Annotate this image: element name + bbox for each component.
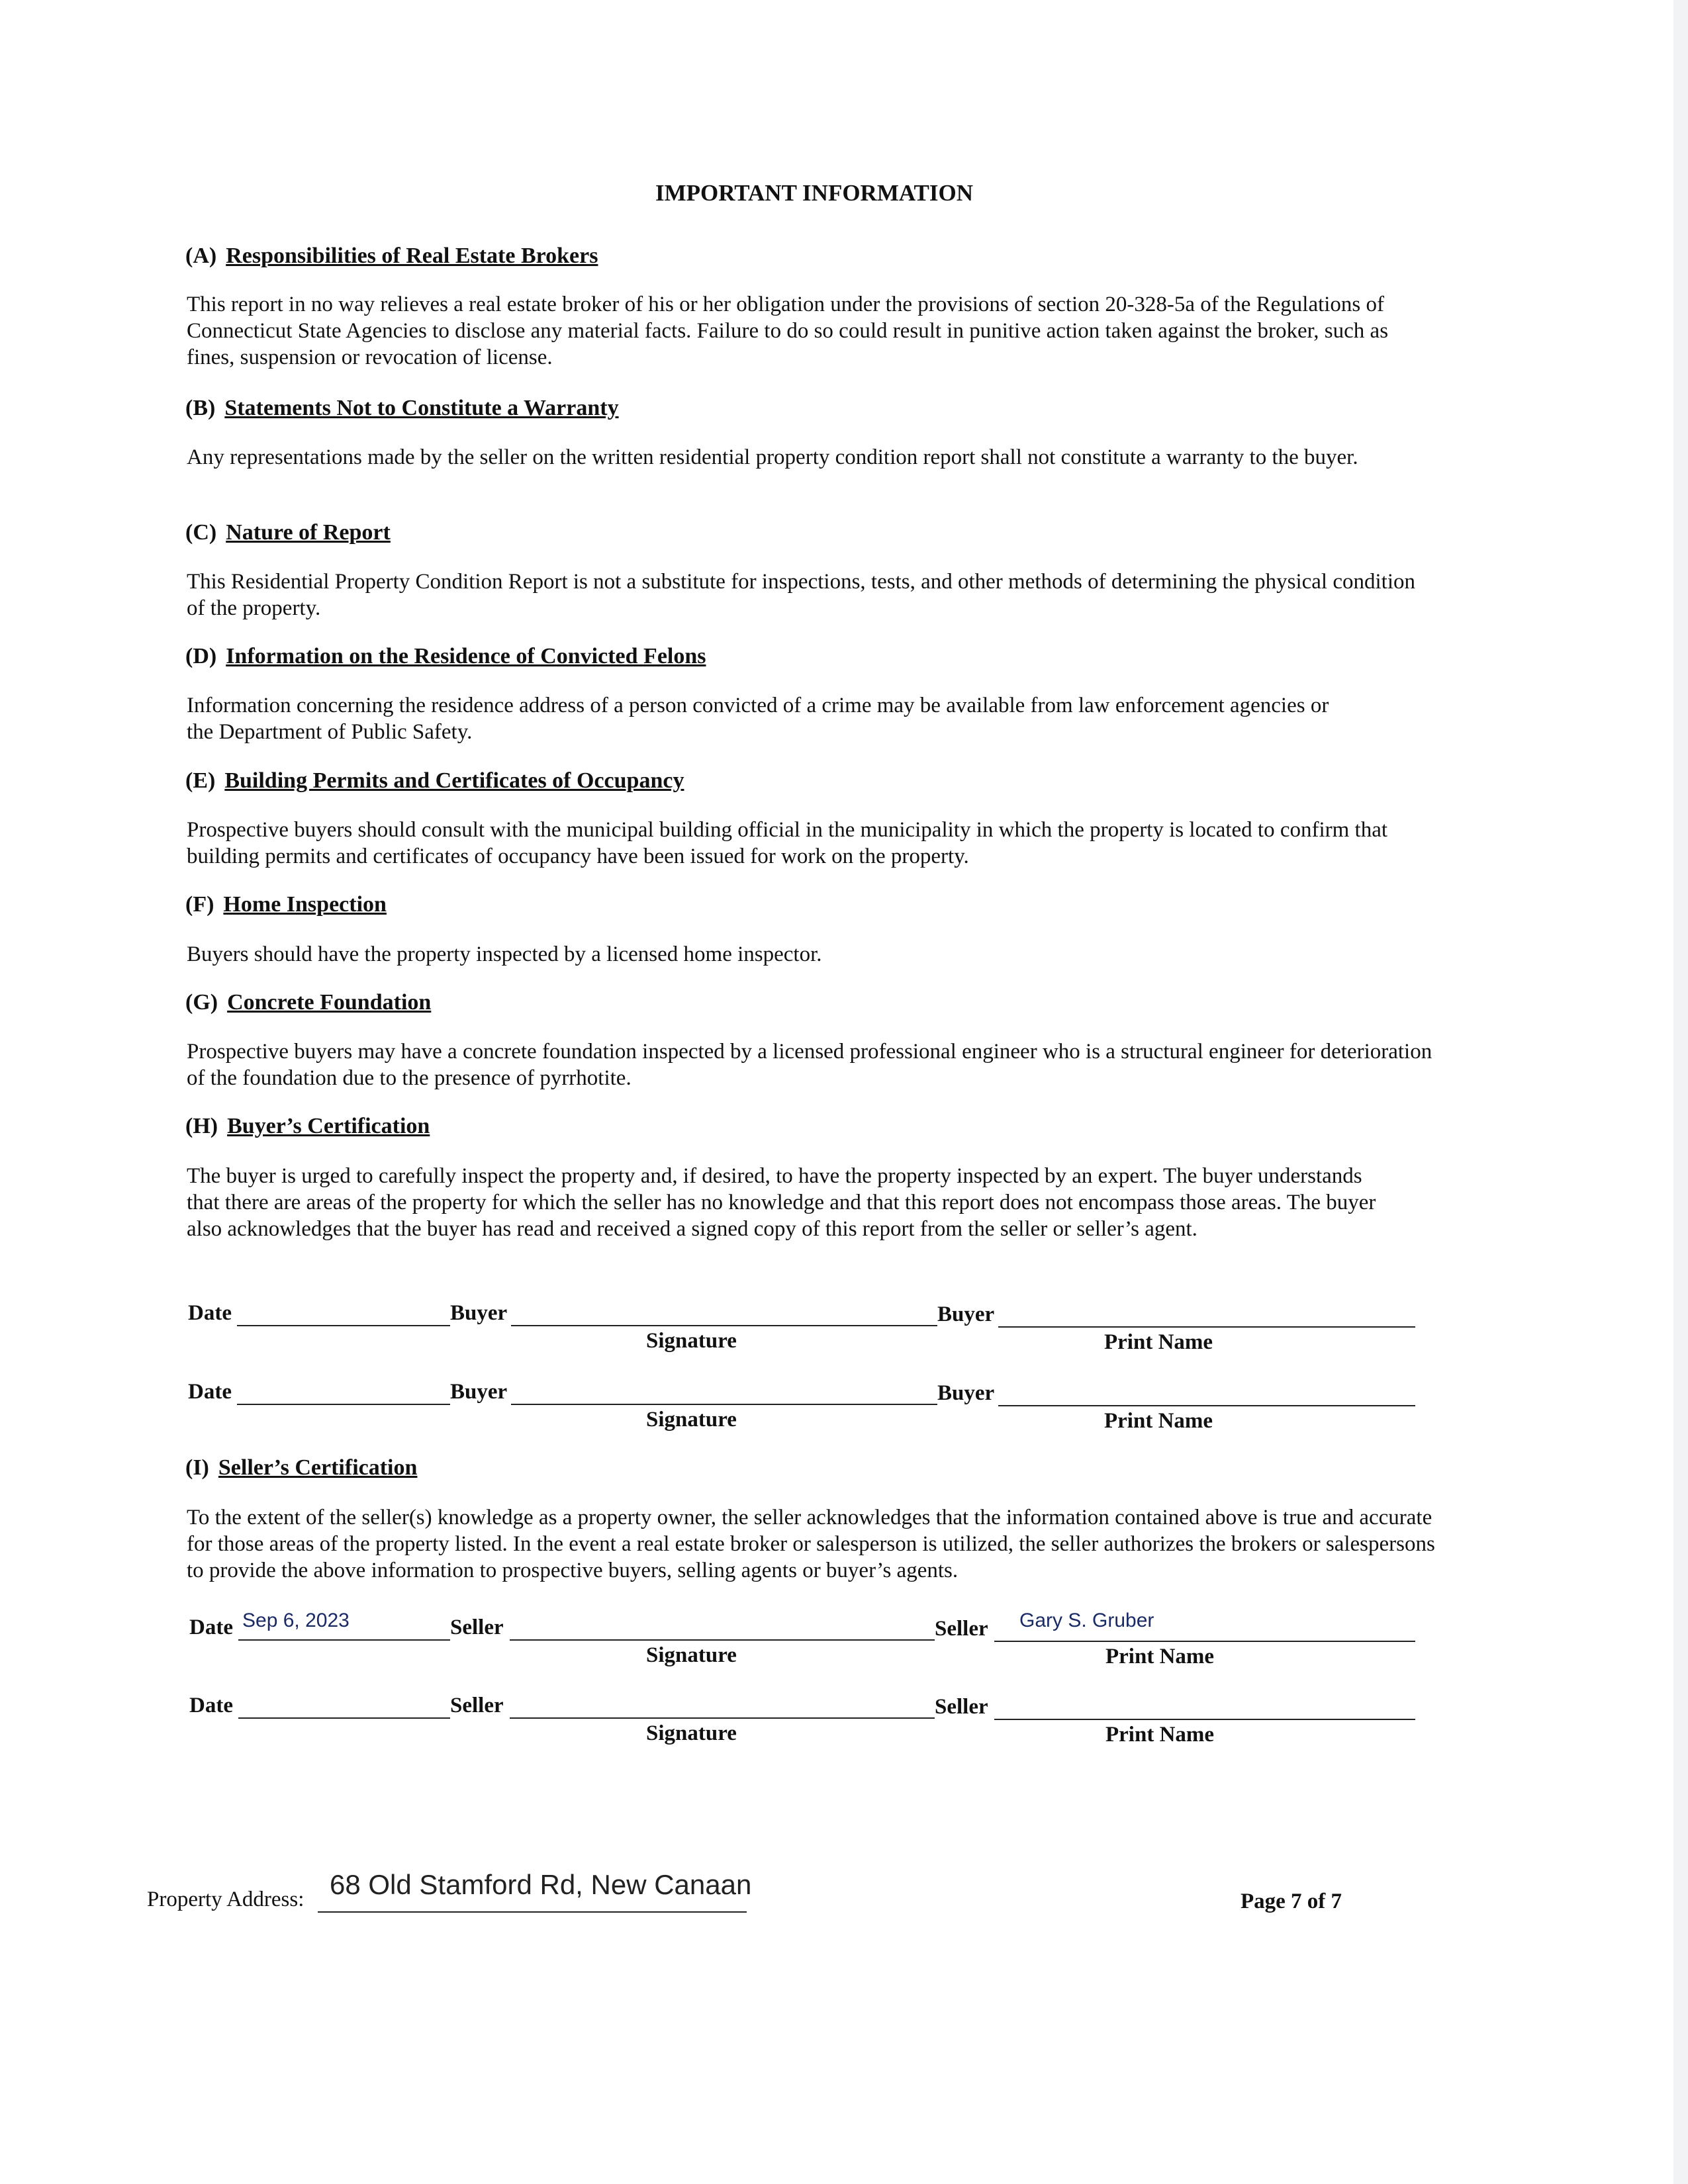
section-name: Seller’s Certification	[218, 1455, 418, 1480]
buyer-label: Buyer	[450, 1380, 508, 1404]
section-a-heading	[185, 244, 598, 269]
section-name: Home Inspection	[223, 892, 387, 917]
page-number: Page 7 of 7	[1241, 1889, 1342, 1913]
section-name: Information on the Residence of Convicted Felons	[226, 644, 706, 668]
seller-2-signature-field[interactable]	[510, 1717, 935, 1719]
seller-label: Seller	[450, 1694, 504, 1717]
section-letter: (F)	[185, 892, 214, 917]
print-name-caption: Print Name	[1105, 1723, 1215, 1747]
section-g-heading	[185, 990, 431, 1015]
section-a-text: This report in no way relieves a real estate broker of his or her obligation under the provisions of section 20-328-5a of the Regulations of Connecticut State Agencies to disclose any material facts. Failure to do so could result in punitive action taken against the broker, such as fines, suspension or revocation of license.	[187, 293, 1389, 369]
page-title: IMPORTANT INFORMATION	[655, 180, 974, 206]
buyer-label: Buyer	[937, 1381, 995, 1405]
seller-label: Seller	[935, 1617, 988, 1641]
section-letter: (C)	[185, 520, 217, 545]
buyer-1-date-field[interactable]	[237, 1325, 450, 1326]
signature-caption: Signature	[646, 1329, 737, 1353]
property-address-label: Property Address:	[147, 1888, 305, 1911]
section-d-text: Information concerning the residence address of a person convicted of a crime may be available from law enforcement agencies or the Department of Public Safety.	[187, 694, 1329, 744]
print-name-caption: Print Name	[1104, 1409, 1213, 1433]
seller-label: Seller	[450, 1615, 504, 1639]
section-name: Statements Not to Constitute a Warranty	[224, 396, 619, 420]
section-g-text: Prospective buyers may have a concrete foundation inspected by a licensed professional engineer who is a structural engineer for deterioration of the foundation due to the presence of pyrrhotite.	[187, 1040, 1432, 1090]
section-c-text: This Residential Property Condition Report is not a substitute for inspections, tests, and other methods of determining the physical condition of the property.	[187, 570, 1415, 620]
print-name-caption: Print Name	[1105, 1645, 1215, 1668]
section-f-heading	[185, 892, 387, 917]
buyer-label: Buyer	[937, 1302, 995, 1326]
buyer-label: Buyer	[450, 1301, 508, 1325]
section-name: Nature of Report	[226, 520, 391, 545]
section-e-text: Prospective buyers should consult with the municipal building official in the municipality in which the property is located to confirm that building permits and certificates of occupancy have been issued for work on the property.	[187, 818, 1388, 868]
section-letter: (I)	[185, 1455, 209, 1480]
section-f-text: Buyers should have the property inspected by a licensed home inspector.	[187, 942, 822, 966]
scan-edge	[1673, 0, 1688, 2184]
print-name-caption: Print Name	[1104, 1330, 1213, 1354]
date-label: Date	[189, 1615, 233, 1639]
section-i-text: To the extent of the seller(s) knowledge as a property owner, the seller acknowledges that the information contained above is true and accurate for those areas of the property listed. In the event a real estate broker or salesperson is utilized, the seller authorizes the brokers or salespersons to provide the above information to prospective buyers, selling agents or buyer’s agents.	[187, 1506, 1435, 1582]
seller-2-print-name-field[interactable]	[994, 1719, 1415, 1720]
seller-label: Seller	[935, 1695, 988, 1719]
property-address-field[interactable]	[318, 1911, 747, 1913]
section-name: Responsibilities of Real Estate Brokers	[226, 244, 598, 268]
seller-date-value: Sep 6, 2023	[242, 1610, 350, 1631]
date-label: Date	[189, 1694, 233, 1717]
seller-2-date-field[interactable]	[238, 1717, 450, 1719]
seller-1-signature-field[interactable]	[510, 1639, 935, 1641]
signature-caption: Signature	[646, 1643, 737, 1667]
buyer-1-signature-field[interactable]	[511, 1325, 937, 1326]
section-d-heading	[185, 644, 706, 669]
section-letter: (D)	[185, 644, 217, 668]
date-label: Date	[188, 1380, 232, 1404]
signature-caption: Signature	[646, 1408, 737, 1432]
section-letter: (E)	[185, 768, 216, 793]
section-b-heading	[185, 396, 619, 421]
section-e-heading	[185, 768, 684, 794]
seller-print-name-value: Gary S. Gruber	[1019, 1610, 1154, 1631]
seller-1-date-field[interactable]	[238, 1639, 450, 1641]
section-name: Concrete Foundation	[227, 990, 432, 1015]
section-i-heading	[185, 1455, 417, 1480]
seller-1-print-name-field[interactable]	[994, 1641, 1415, 1642]
section-c-heading	[185, 520, 391, 545]
section-letter: (G)	[185, 990, 218, 1015]
section-name: Buyer’s Certification	[227, 1114, 430, 1138]
date-label: Date	[188, 1301, 232, 1325]
buyer-2-date-field[interactable]	[237, 1404, 450, 1405]
section-h-heading	[185, 1114, 430, 1139]
buyer-1-print-name-field[interactable]	[998, 1326, 1415, 1328]
signature-caption: Signature	[646, 1721, 737, 1745]
section-name: Building Permits and Certificates of Occupancy	[224, 768, 684, 793]
section-letter: (A)	[185, 244, 217, 268]
section-letter: (H)	[185, 1114, 218, 1138]
buyer-2-print-name-field[interactable]	[998, 1405, 1415, 1406]
section-letter: (B)	[185, 396, 216, 420]
section-b-text: Any representations made by the seller on the written residential property condition report shall not constitute a warranty to the buyer.	[187, 445, 1358, 469]
section-h-text: The buyer is urged to carefully inspect the property and, if desired, to have the property inspected by an expert. The buyer understands that there are areas of the property for which the seller has no knowledge and that this report does not encompass those areas. The buyer also acknowledges that the buyer has read and received a signed copy of this report from the seller or seller’s agent.	[187, 1164, 1376, 1241]
buyer-2-signature-field[interactable]	[511, 1404, 937, 1405]
property-address-value: 68 Old Stamford Rd, New Canaan	[330, 1869, 752, 1900]
